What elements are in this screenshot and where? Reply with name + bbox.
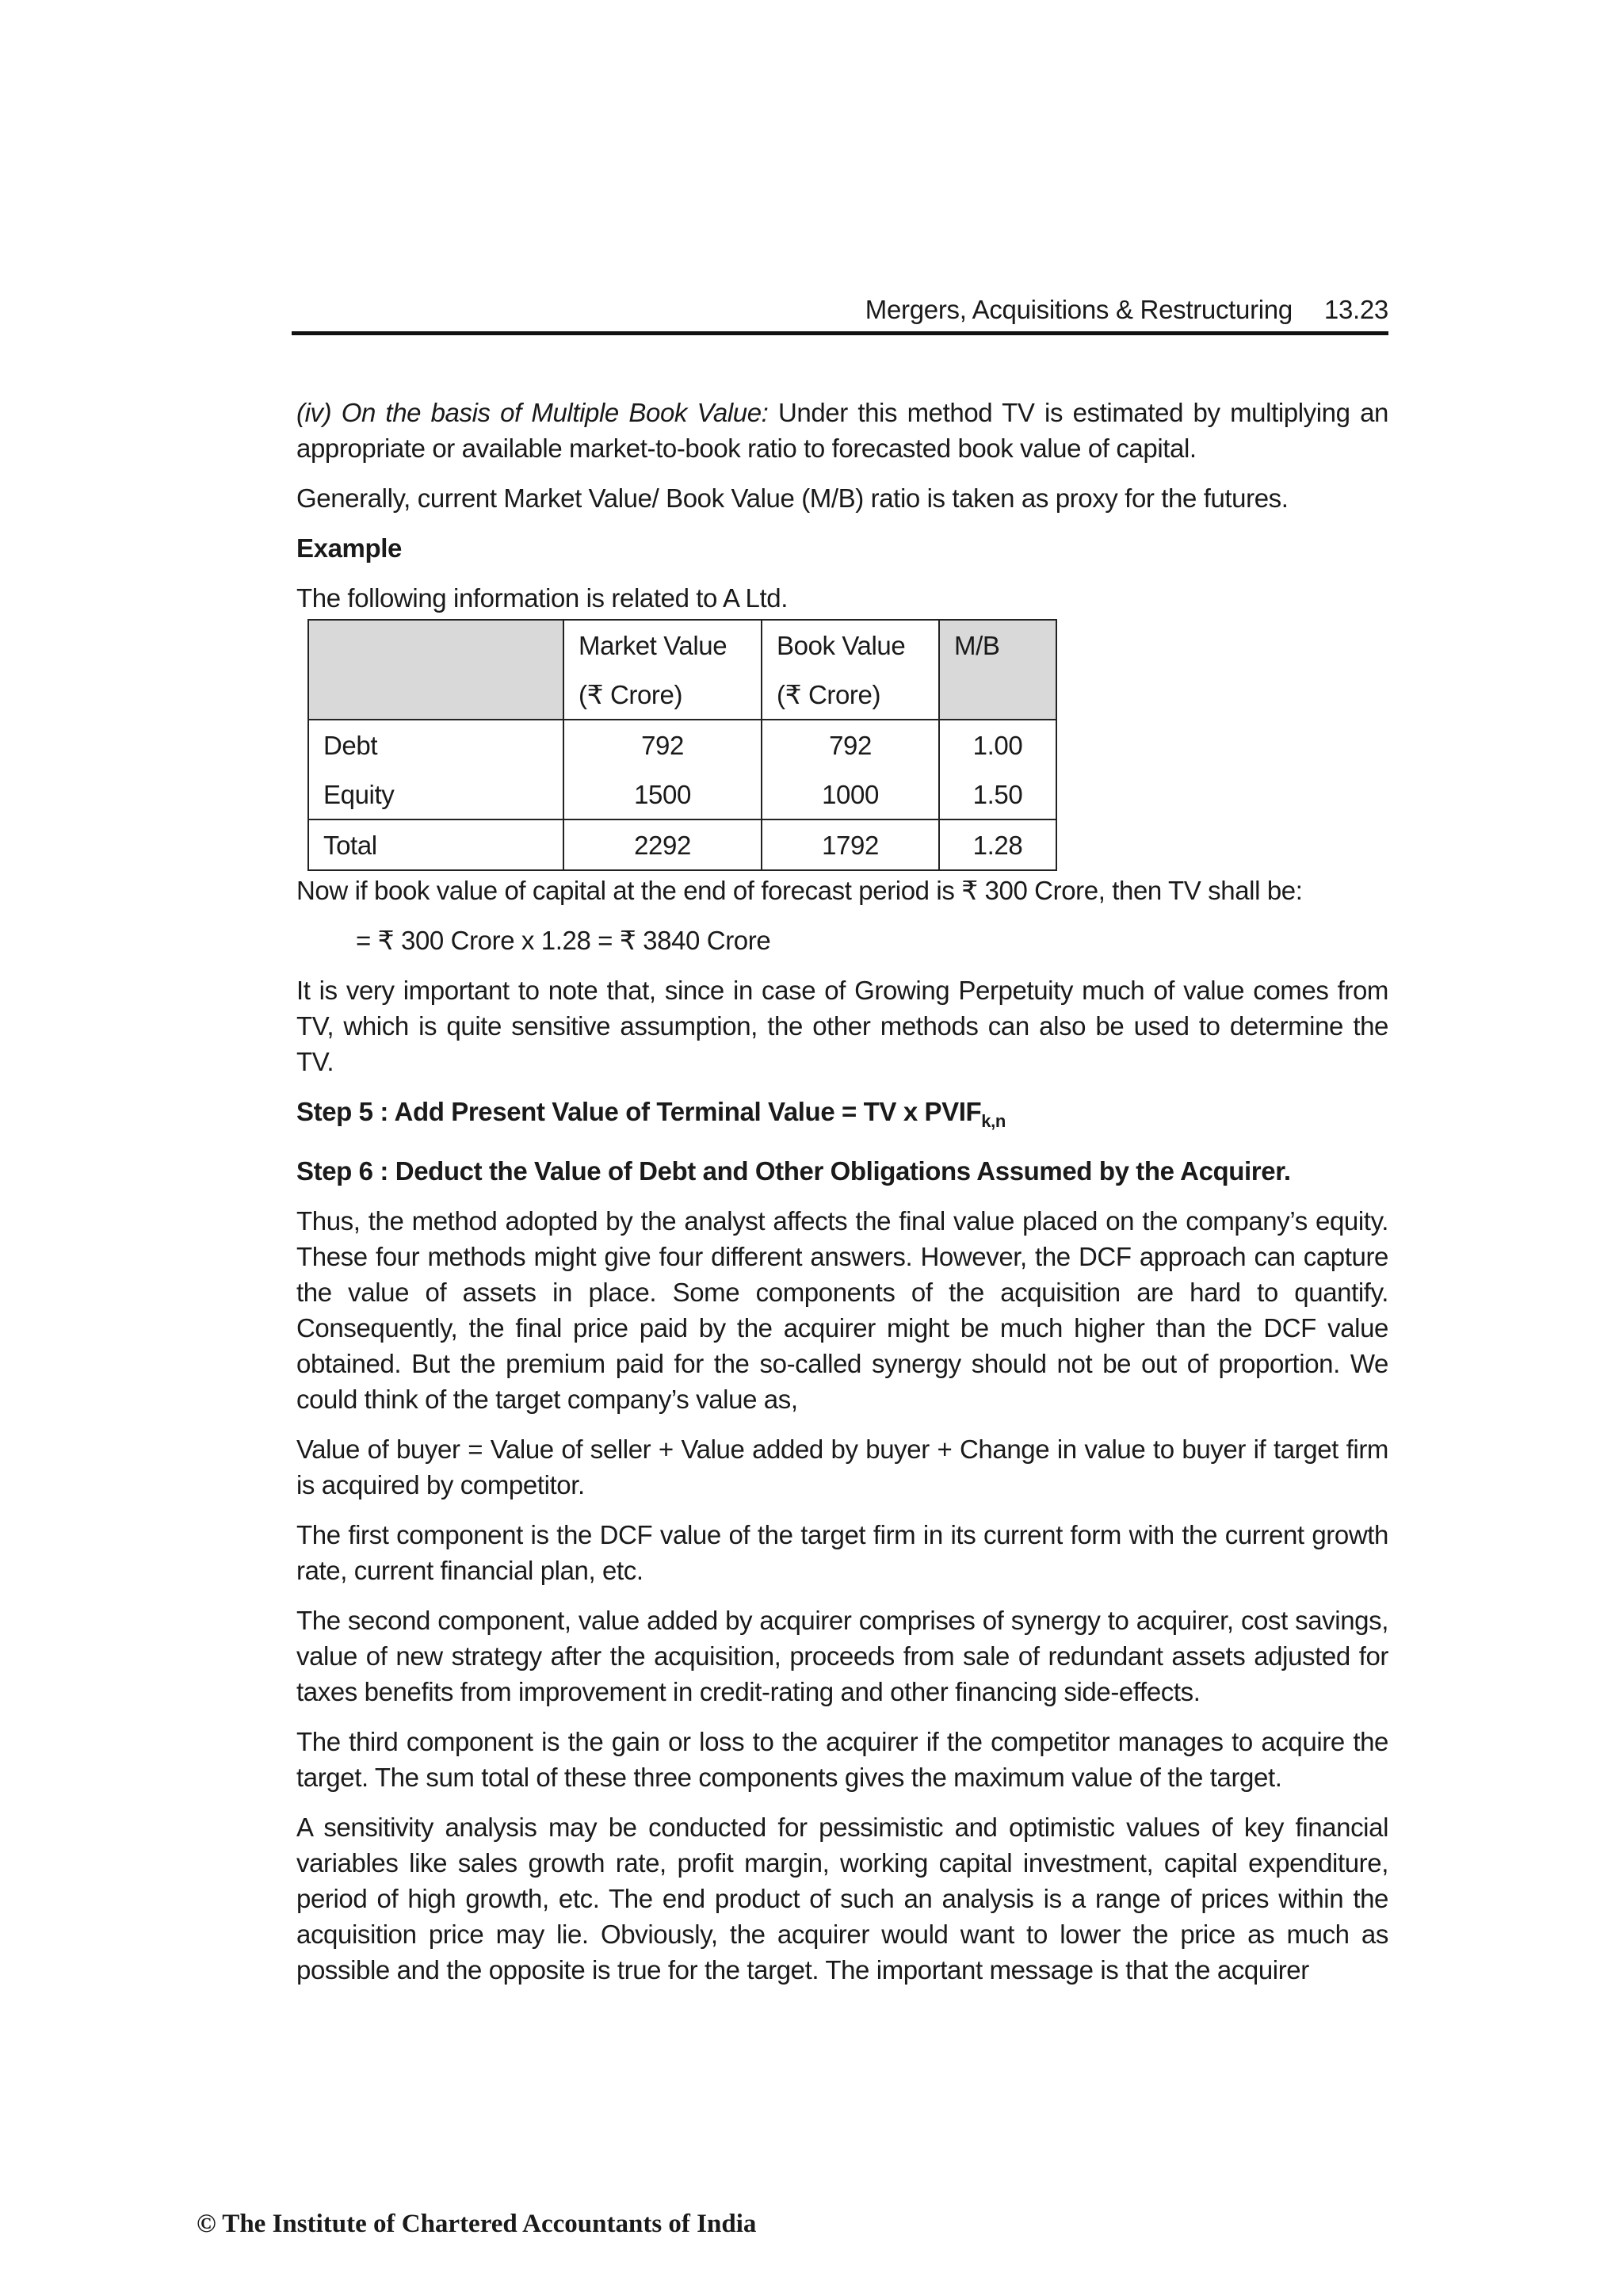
table-row: Debt 792 792 1.00 (308, 720, 1056, 770)
pvif-subscript: k,n (981, 1111, 1006, 1131)
table-row-total: Total 2292 1792 1.28 (308, 819, 1056, 870)
paragraph-second-component: The second component, value added by acquirer comprises of synergy to acquirer, cost savings, value of new strategy after the acquisition, proceeds from sale of redundant assets adjusted for taxes benefits from improvement in credit-rating and other financing side-effects. (296, 1606, 1388, 1706)
mb-ratio-table (307, 619, 1057, 871)
paragraph-now: Now if book value of capital at the end of forecast period is ₹ 300 Crore, then TV shall be: (296, 876, 1303, 905)
paragraph-third-component: The third component is the gain or loss to the acquirer if the competitor manages to acquire the target. The sum total of these three components gives the maximum value of the target. (296, 1727, 1388, 1792)
step-5-heading: Step 5 : Add Present Value of Terminal Value = TV x $PVIF_{k,n}$ (296, 1097, 1006, 1131)
table-header-unit-row (308, 670, 1056, 720)
header-empty-cell (308, 620, 563, 670)
header-rule (292, 331, 1388, 335)
step-6-heading: Step 6 : Deduct the Value of Debt and Other Obligations Assumed by the Acquirer. (296, 1156, 1291, 1186)
section-title: Mergers, Acquisitions & Restructuring (865, 295, 1293, 324)
paragraph-sensitivity: A sensitivity analysis may be conducted for pessimistic and optimistic values of key financial variables like sales growth rate, profit margin, working capital investment, capital expenditure, period of high growth, etc. The end product of such an analysis is a range of prices within the acquisition price may lie. Obviously, the acquirer would want to lower the price as much as possible and the opposite is true for the target. The important message is that the acquirer (296, 1813, 1388, 1985)
page-number: 13.23 (1323, 295, 1388, 324)
paragraph-important: It is very important to note that, since in case of Growing Perpetuity much of value comes from TV, which is quite sensitive assumption, the other methods can also be used to determine the TV. (296, 976, 1388, 1076)
page-header (292, 295, 1388, 325)
table-header-row (308, 620, 1056, 670)
header-book-value-unit: (₹ Crore) (762, 670, 939, 720)
copyright-footer: © The Institute of Chartered Accountants of India (197, 2210, 757, 2238)
paragraph-value-of-buyer: Value of buyer = Value of seller + Value added by buyer + Change in value to buyer if target firm is acquired by competitor. (296, 1435, 1388, 1499)
example-heading: Example (296, 533, 402, 563)
header-market-value-unit: (₹ Crore) (563, 670, 762, 720)
paragraph-thus: Thus, the method adopted by the analyst affects the final value placed on the company’s equity. These four methods might give four different answers. However, the DCF approach can capture the value of assets in place. Some components of the acquisition are hard to quantify. Consequently, the final price paid by the acquirer might be much higher than the DCF value obtained. But the premium paid for the so-called synergy should not be out of proportion. We could think of the target company’s value as, (296, 1206, 1388, 1414)
page-body (296, 395, 1388, 2002)
method-lead: (iv) On the basis of Multiple Book Value: (296, 398, 769, 427)
paragraph-multiple-book-value (296, 395, 1388, 466)
method-text: Under this method TV is estimated by multiplying an appropriate or available market-to-book ratio to forecasted book value of capital. (296, 398, 1388, 463)
example-intro: The following information is related to A Ltd. (296, 583, 788, 613)
paragraph-first-component: The first component is the DCF value of the target firm in its current form with the current growth rate, current financial plan, etc. (296, 1520, 1388, 1585)
header-mb: M/B (939, 620, 1056, 670)
header-book-value: Book Value (762, 620, 939, 670)
tv-formula: = ₹ 300 Crore x 1.28 = ₹ 3840 Crore (356, 926, 771, 955)
table-row: Equity 1500 1000 1.50 (308, 770, 1056, 819)
paragraph-generally: Generally, current Market Value/ Book Value (M/B) ratio is taken as proxy for the futures. (296, 483, 1289, 513)
header-market-value: Market Value (563, 620, 762, 670)
